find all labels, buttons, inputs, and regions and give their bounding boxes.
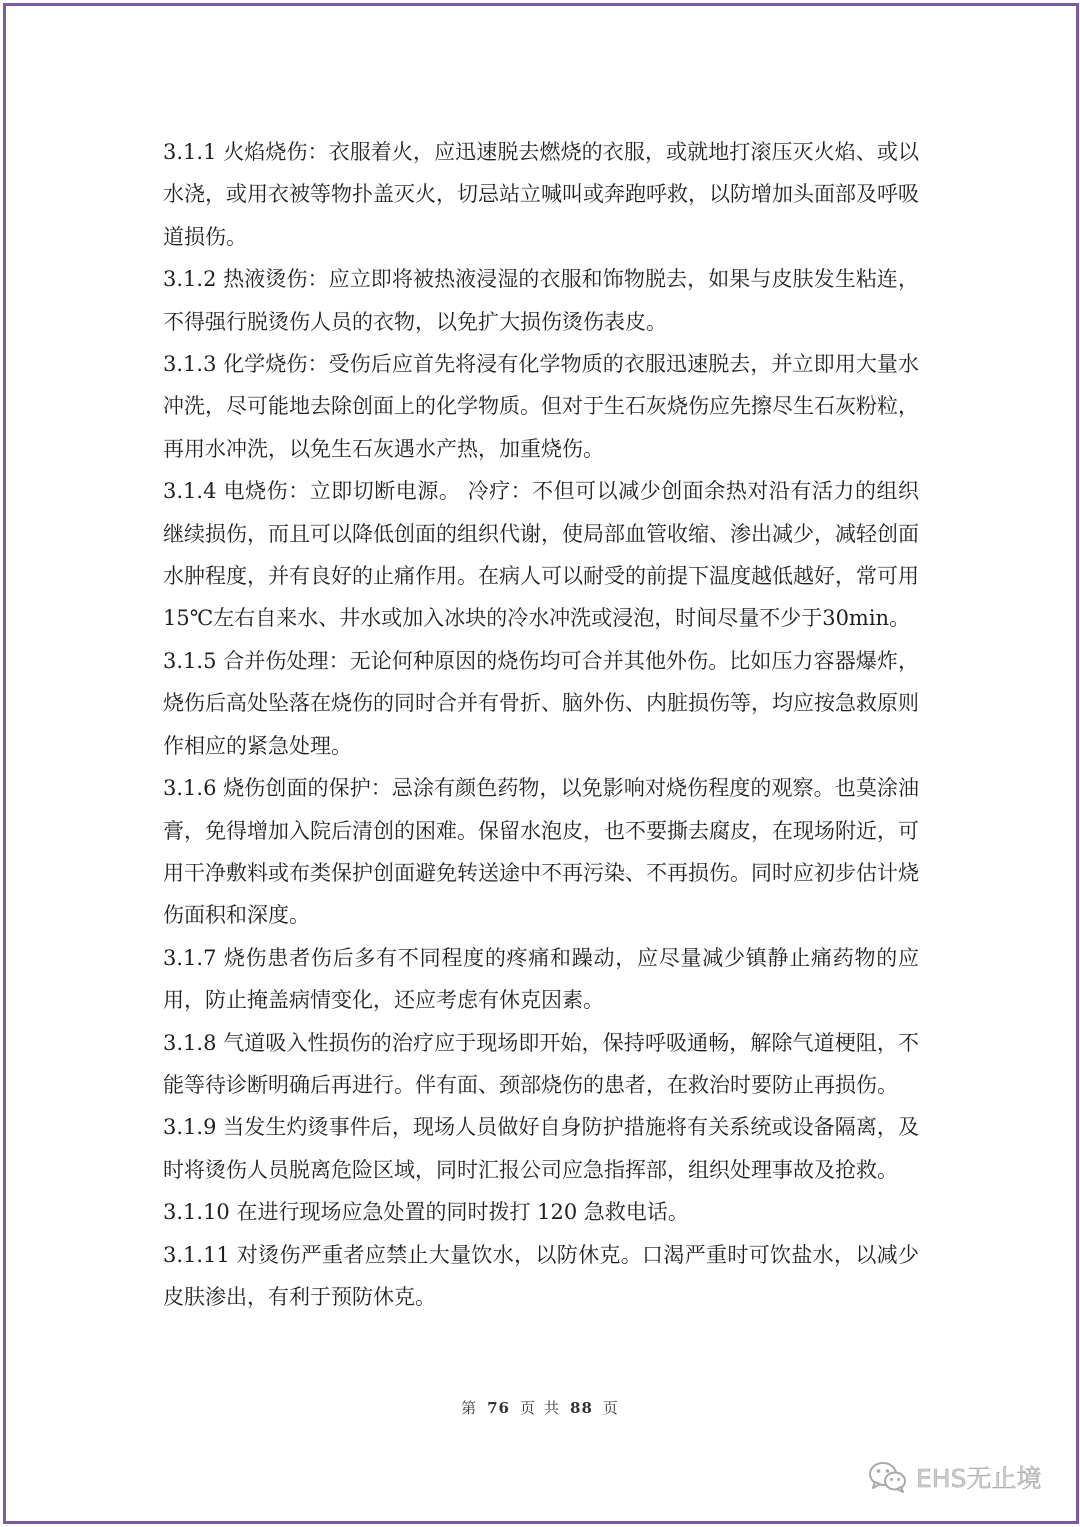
footer-mid: 页 (519, 1399, 536, 1417)
current-page-number: 76 (487, 1399, 510, 1417)
watermark (868, 1455, 1041, 1499)
document-body (163, 131, 919, 1318)
footer-prefix: 第 (461, 1399, 478, 1417)
paragraph-3-1-8: 3.1.8 气道吸入性损伤的治疗应于现场即开始，保持呼吸通畅，解除气道梗阻，不能等待诊断明确后再进行。伴有面、颈部烧伤的患者，在救治时要防止再损伤。 (163, 1030, 919, 1097)
wechat-icon (868, 1460, 908, 1494)
paragraph-3-1-4: 3.1.4 电烧伤：立即切断电源。 冷疗：不但可以减少创面余热对沿有活力的组织继续损伤，而且可以降低创面的组织代谢，使局部血管收缩、渗出减少，减轻创面水肿程度，并有良好的止痛作用。在病人可以耐受的前提下温度越低越好，常可用 15℃左右自来水、井水或加入冰块的冷水冲洗或浸泡，时间尽量不少于30min。 (163, 479, 919, 631)
footer-total-word: 共 (544, 1399, 561, 1417)
paragraph-3-1-1: 3.1.1 火焰烧伤：衣服着火，应迅速脱去燃烧的衣服，或就地打滚压灭火焰、或以水浇，或用衣被等物扑盖灭火，切忌站立喊叫或奔跑呼救，以防增加头面部及呼吸道损伤。 (163, 140, 919, 249)
footer-suffix: 页 (602, 1399, 619, 1417)
page-footer (0, 1397, 1080, 1418)
paragraph-3-1-10: 3.1.10 在进行现场应急处置的同时拨打 120 急救电话。 (163, 1200, 689, 1225)
paragraph-3-1-5: 3.1.5 合并伤处理：无论何种原因的烧伤均可合并其他外伤。比如压力容器爆炸，烧伤后高处坠落在烧伤的同时合并有骨折、脑外伤、内脏损伤等，均应按急救原则作相应的紧急处理。 (163, 648, 919, 758)
watermark-text: EHS无止境 (916, 1464, 1042, 1493)
total-pages-number: 88 (570, 1399, 593, 1417)
paragraph-3-1-3: 3.1.3 化学烧伤：受伤后应首先将浸有化学物质的衣服迅速脱去，并立即用大量水冲洗，尽可能地去除创面上的化学物质。但对于生石灰烧伤应先擦尽生石灰粉粒，再用水冲洗，以免生石灰遇水产热，加重烧伤。 (163, 352, 919, 461)
paragraph-3-1-6: 3.1.6 烧伤创面的保护：忌涂有颜色药物，以免影响对烧伤程度的观察。也莫涂油膏，免得增加入院后清创的困难。保留水泡皮，也不要撕去腐皮，在现场附近，可用干净敷料或布类保护创面避免转送途中不再污染、不再损伤。同时应初步估计烧伤面积和深度。 (163, 776, 919, 928)
paragraph-3-1-11: 3.1.11 对烫伤严重者应禁止大量饮水，以防休克。口渴严重时可饮盐水，以减少皮肤渗出，有利于预防休克。 (163, 1242, 919, 1309)
paragraph-3-1-2: 3.1.2 热液烫伤：应立即将被热液浸湿的衣服和饰物脱去，如果与皮肤发生粘连，不得强行脱烫伤人员的衣物，以免扩大损伤烫伤表皮。 (163, 267, 919, 334)
paragraph-3-1-9: 3.1.9 当发生灼烫事件后，现场人员做好自身防护措施将有关系统或设备隔离，及时将烫伤人员脱离危险区域，同时汇报公司应急指挥部，组织处理事故及抢救。 (163, 1115, 919, 1182)
paragraph-3-1-7: 3.1.7 烧伤患者伤后多有不同程度的疼痛和躁动，应尽量减少镇静止痛药物的应用，防止掩盖病情变化，还应考虑有休克因素。 (163, 945, 919, 1013)
